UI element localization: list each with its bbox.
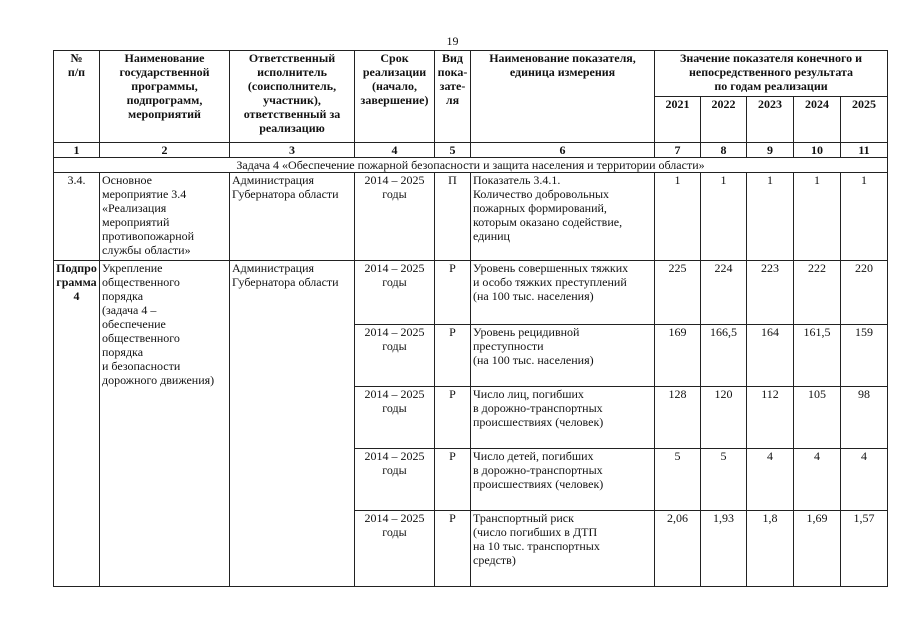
row-number: 3.4. <box>54 173 100 261</box>
term: 2014 – 2025 годы <box>355 387 435 449</box>
column-number: 1 <box>54 143 100 158</box>
value-2024: 1,69 <box>794 511 841 587</box>
value-2023: 4 <box>747 449 794 511</box>
header-col-indicator-type: Вид пока- зате- ля <box>435 51 471 143</box>
value-2023: 164 <box>747 325 794 387</box>
value-2023: 1,8 <box>747 511 794 587</box>
column-number: 11 <box>841 143 888 158</box>
indicators-table <box>53 50 888 587</box>
column-number: 10 <box>794 143 841 158</box>
column-number: 7 <box>655 143 701 158</box>
value-2024: 4 <box>794 449 841 511</box>
program-name: Основное мероприятие 3.4 «Реализация мероприятий противопожарной службы области» <box>100 173 230 261</box>
value-2021: 225 <box>655 261 701 325</box>
header-col-number: № п/п <box>54 51 100 143</box>
indicator-type: П <box>435 173 471 261</box>
table-row <box>54 173 888 261</box>
indicator-name: Число лиц, погибших в дорожно-транспортных происшествиях (человек) <box>471 387 655 449</box>
value-2025: 1,57 <box>841 511 888 587</box>
header-year-2022: 2022 <box>701 97 747 143</box>
value-2025: 159 <box>841 325 888 387</box>
column-number: 3 <box>230 143 355 158</box>
value-2024: 222 <box>794 261 841 325</box>
indicator-type: Р <box>435 325 471 387</box>
value-2022: 5 <box>701 449 747 511</box>
value-2025: 98 <box>841 387 888 449</box>
indicator-name: Показатель 3.4.1. Количество добровольных пожарных формирований, которым оказано содействие, единиц <box>471 173 655 261</box>
header-col-values: Значение показателя конечного и непосредственного результата по годам реализации <box>655 51 888 97</box>
header-year-2021: 2021 <box>655 97 701 143</box>
term: 2014 – 2025 годы <box>355 325 435 387</box>
header-col-program-name: Наименование государственной программы, подпрограмм, мероприятий <box>100 51 230 143</box>
header-year-2023: 2023 <box>747 97 794 143</box>
header-col-term: Срок реализации (начало, завершение) <box>355 51 435 143</box>
term: 2014 – 2025 годы <box>355 173 435 261</box>
indicator-type: Р <box>435 261 471 325</box>
column-number: 8 <box>701 143 747 158</box>
term: 2014 – 2025 годы <box>355 261 435 325</box>
value-2021: 2,06 <box>655 511 701 587</box>
value-2022: 224 <box>701 261 747 325</box>
value-2025: 4 <box>841 449 888 511</box>
executor: Администрация Губернатора области <box>230 173 355 261</box>
value-2023: 1 <box>747 173 794 261</box>
value-2024: 161,5 <box>794 325 841 387</box>
subprogram-name: Укрепление общественного порядка (задача 4 – обеспечение общественного порядка и безопасности дорожного движения) <box>100 261 230 587</box>
value-2025: 1 <box>841 173 888 261</box>
column-number: 9 <box>747 143 794 158</box>
header-col-indicator-name: Наименование показателя, единица измерения <box>471 51 655 143</box>
subprogram-executor: Администрация Губернатора области <box>230 261 355 587</box>
value-2024: 105 <box>794 387 841 449</box>
column-number: 4 <box>355 143 435 158</box>
value-2021: 5 <box>655 449 701 511</box>
indicator-type: Р <box>435 511 471 587</box>
value-2023: 223 <box>747 261 794 325</box>
column-number: 5 <box>435 143 471 158</box>
indicator-name: Транспортный риск (число погибших в ДТП на 10 тыс. транспортных средств) <box>471 511 655 587</box>
term: 2014 – 2025 годы <box>355 449 435 511</box>
header-year-2024: 2024 <box>794 97 841 143</box>
indicator-name: Число детей, погибших в дорожно-транспортных происшествиях (человек) <box>471 449 655 511</box>
task-heading: Задача 4 «Обеспечение пожарной безопасности и защита населения и территории области» <box>54 158 888 173</box>
table-row <box>54 261 888 325</box>
value-2021: 169 <box>655 325 701 387</box>
indicator-type: Р <box>435 387 471 449</box>
page-number: 19 <box>446 34 459 48</box>
column-numbers-row <box>54 143 888 158</box>
subprogram-number: Подпро грамма 4 <box>54 261 100 587</box>
term: 2014 – 2025 годы <box>355 511 435 587</box>
value-2025: 220 <box>841 261 888 325</box>
value-2022: 166,5 <box>701 325 747 387</box>
column-number: 2 <box>100 143 230 158</box>
value-2021: 128 <box>655 387 701 449</box>
column-number: 6 <box>471 143 655 158</box>
header-year-2025: 2025 <box>841 97 888 143</box>
indicator-name: Уровень рецидивной преступности (на 100 тыс. населения) <box>471 325 655 387</box>
indicator-name: Уровень совершенных тяжких и особо тяжких преступлений (на 100 тыс. населения) <box>471 261 655 325</box>
value-2023: 112 <box>747 387 794 449</box>
value-2022: 120 <box>701 387 747 449</box>
header-col-executor: Ответственный исполнитель (соисполнитель, участник), ответственный за реализацию <box>230 51 355 143</box>
value-2021: 1 <box>655 173 701 261</box>
indicator-type: Р <box>435 449 471 511</box>
value-2022: 1 <box>701 173 747 261</box>
value-2022: 1,93 <box>701 511 747 587</box>
value-2024: 1 <box>794 173 841 261</box>
